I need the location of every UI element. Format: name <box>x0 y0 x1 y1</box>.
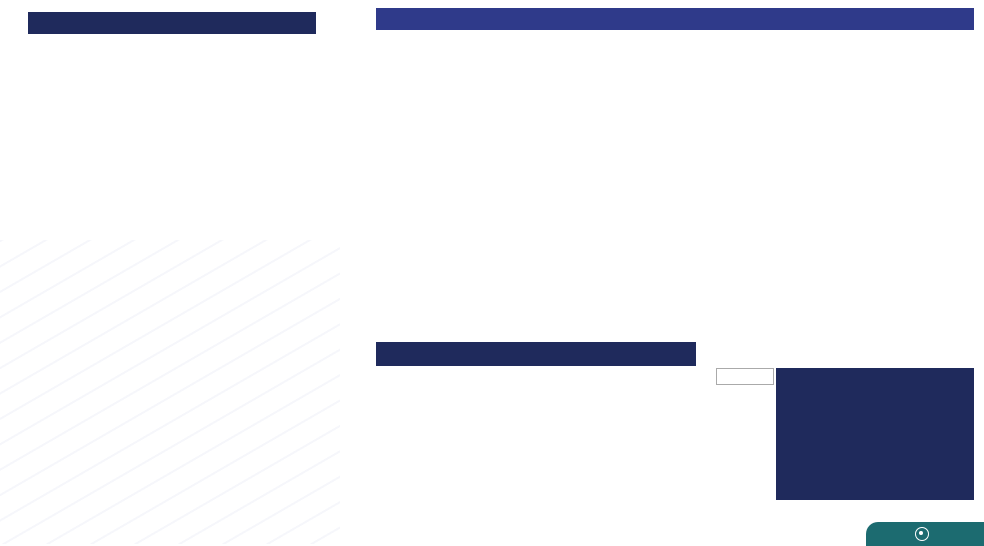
sensitivity-price-header <box>376 342 696 366</box>
decorative-background <box>0 240 340 544</box>
site-badge[interactable] <box>866 522 984 546</box>
pl-header <box>376 36 974 60</box>
sensitivity-title <box>700 346 974 366</box>
sensitivity-price-columns <box>376 368 698 384</box>
globe-icon <box>915 527 929 541</box>
assumptions-header <box>28 36 316 58</box>
assumptions-title <box>28 12 316 34</box>
sensitivity-base-eps <box>716 368 774 385</box>
sensitivity-oil-header <box>776 368 974 500</box>
pl-title <box>376 8 974 30</box>
